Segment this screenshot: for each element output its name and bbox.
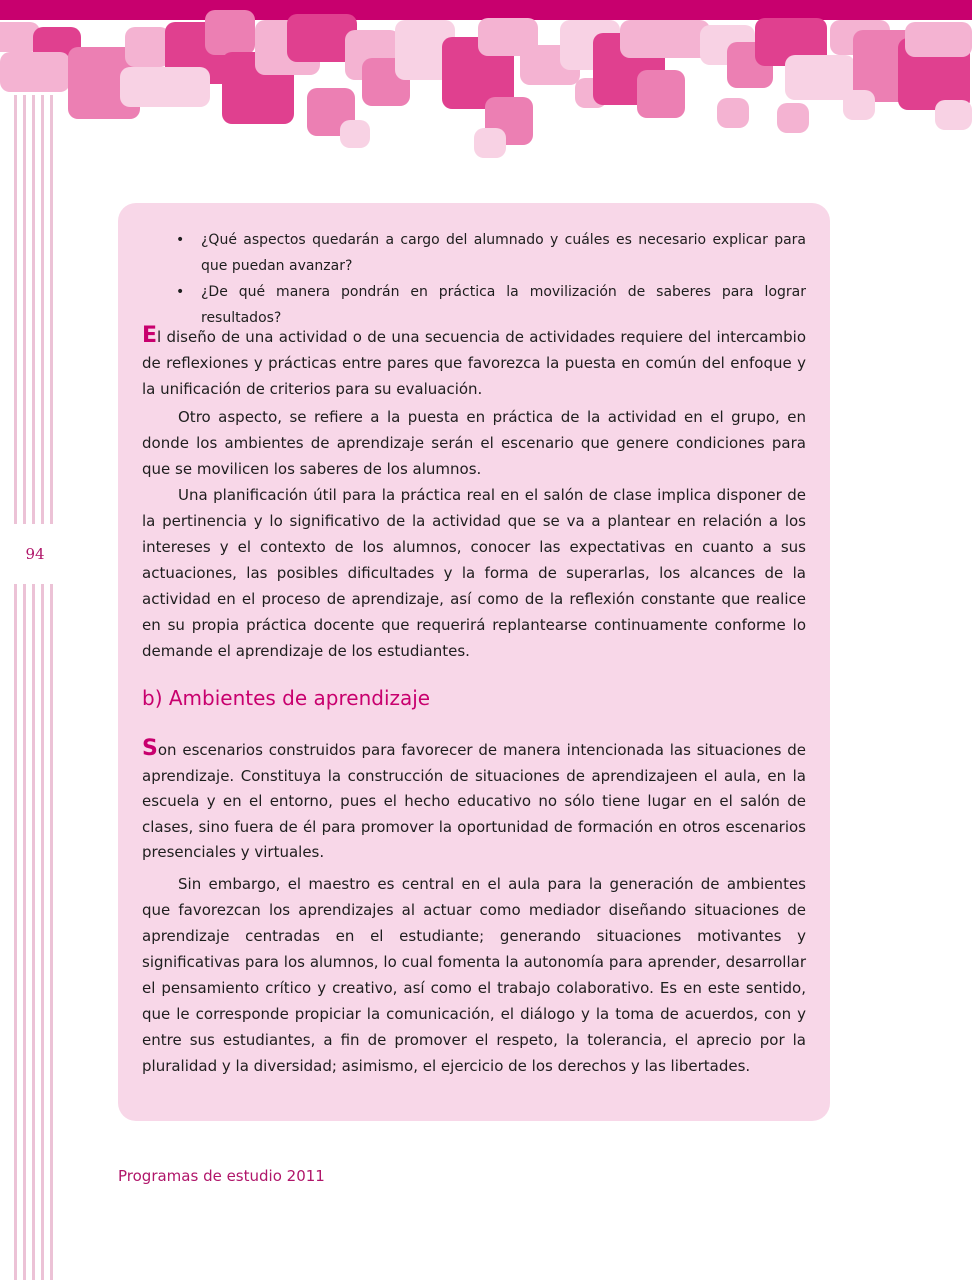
bullet-item: • ¿De qué manera pondrán en práctica la movilización de saberes para lograr resultados? (176, 279, 806, 331)
page-number: 94 (25, 545, 45, 563)
bullet-icon: • (176, 284, 185, 300)
paragraph-3: Una planificación útil para la práctica real en el salón de clase implica disponer de la pertinencia y lo significativo de la actividad que se va a plantear en relación a los intereses y el contexto de los alumnos, conocer las expectativas en cuanto a sus actuaciones, las posibles dificultades y la forma de superarlas, los alcances de la actividad en el proceso de aprendizaje, así como de la reflexión constante que realice en su propia práctica docente que requerirá replantearse continuamente conforme lo demande el aprendizaje de los estudiantes. (142, 486, 806, 660)
dropcap: S (142, 736, 158, 761)
section-title: b) Ambientes de aprendizaje (142, 686, 431, 710)
paragraph-5: Sin embargo, el maestro es central en el aula para la generación de ambientes que favorezcan los aprendizajes al actuar como mediador diseñando situaciones de aprendizaje centradas en el estudiante; generando situaciones motivantes y significativas para los alumnos, lo cual fomenta la autonomía para aprender, desarrollar el pensamiento crítico y creativo, así como el trabajo colaborativo. Es en este sentido, que le corresponde propiciar la comunicación, el diálogo y la toma de acuerdos, con y entre sus estudiantes, a fin de promover el respeto, la tolerancia, el aprecio por la pluralidad y la diversidad; asimismo, el ejercicio de los derechos y las libertades. (142, 875, 806, 1075)
header-bar (0, 0, 972, 20)
bullet-list (176, 227, 806, 331)
bullet-icon: • (176, 232, 185, 248)
bullet-item: • ¿Qué aspectos quedarán a cargo del alumnado y cuáles es necesario explicar para que puedan avanzar? (176, 227, 806, 279)
header-decoration (0, 0, 972, 170)
paragraph-2: Otro aspecto, se refiere a la puesta en práctica de la actividad en el grupo, en donde los ambientes de aprendizaje serán el escenario que genere condiciones para que se movilicen los saberes de los alumnos. (142, 408, 806, 478)
footer-title: Programas de estudio 2011 (118, 1167, 325, 1185)
dropcap: E (142, 323, 158, 348)
paragraph-1: El diseño de una actividad o de una secuencia de actividades requiere del intercambio de reflexiones y prácticas entre pares que favorezca la puesta en común del enfoque y la unificación de criterios para su evaluación. (142, 323, 806, 398)
margin-stripes (14, 95, 58, 1280)
paragraph-4: Son escenarios construidos para favorecer de manera intencionada las situaciones de aprendizaje. Constituya la construcción de situaciones de aprendizajeen el aula, en la escuela y en el entorno, pues el hecho educativo no sólo tiene lugar en el salón de clases, sino fuera de él para promover la oportunidad de formación en otros escenarios presenciales y virtuales. (142, 736, 806, 861)
page-number-box (8, 524, 62, 584)
